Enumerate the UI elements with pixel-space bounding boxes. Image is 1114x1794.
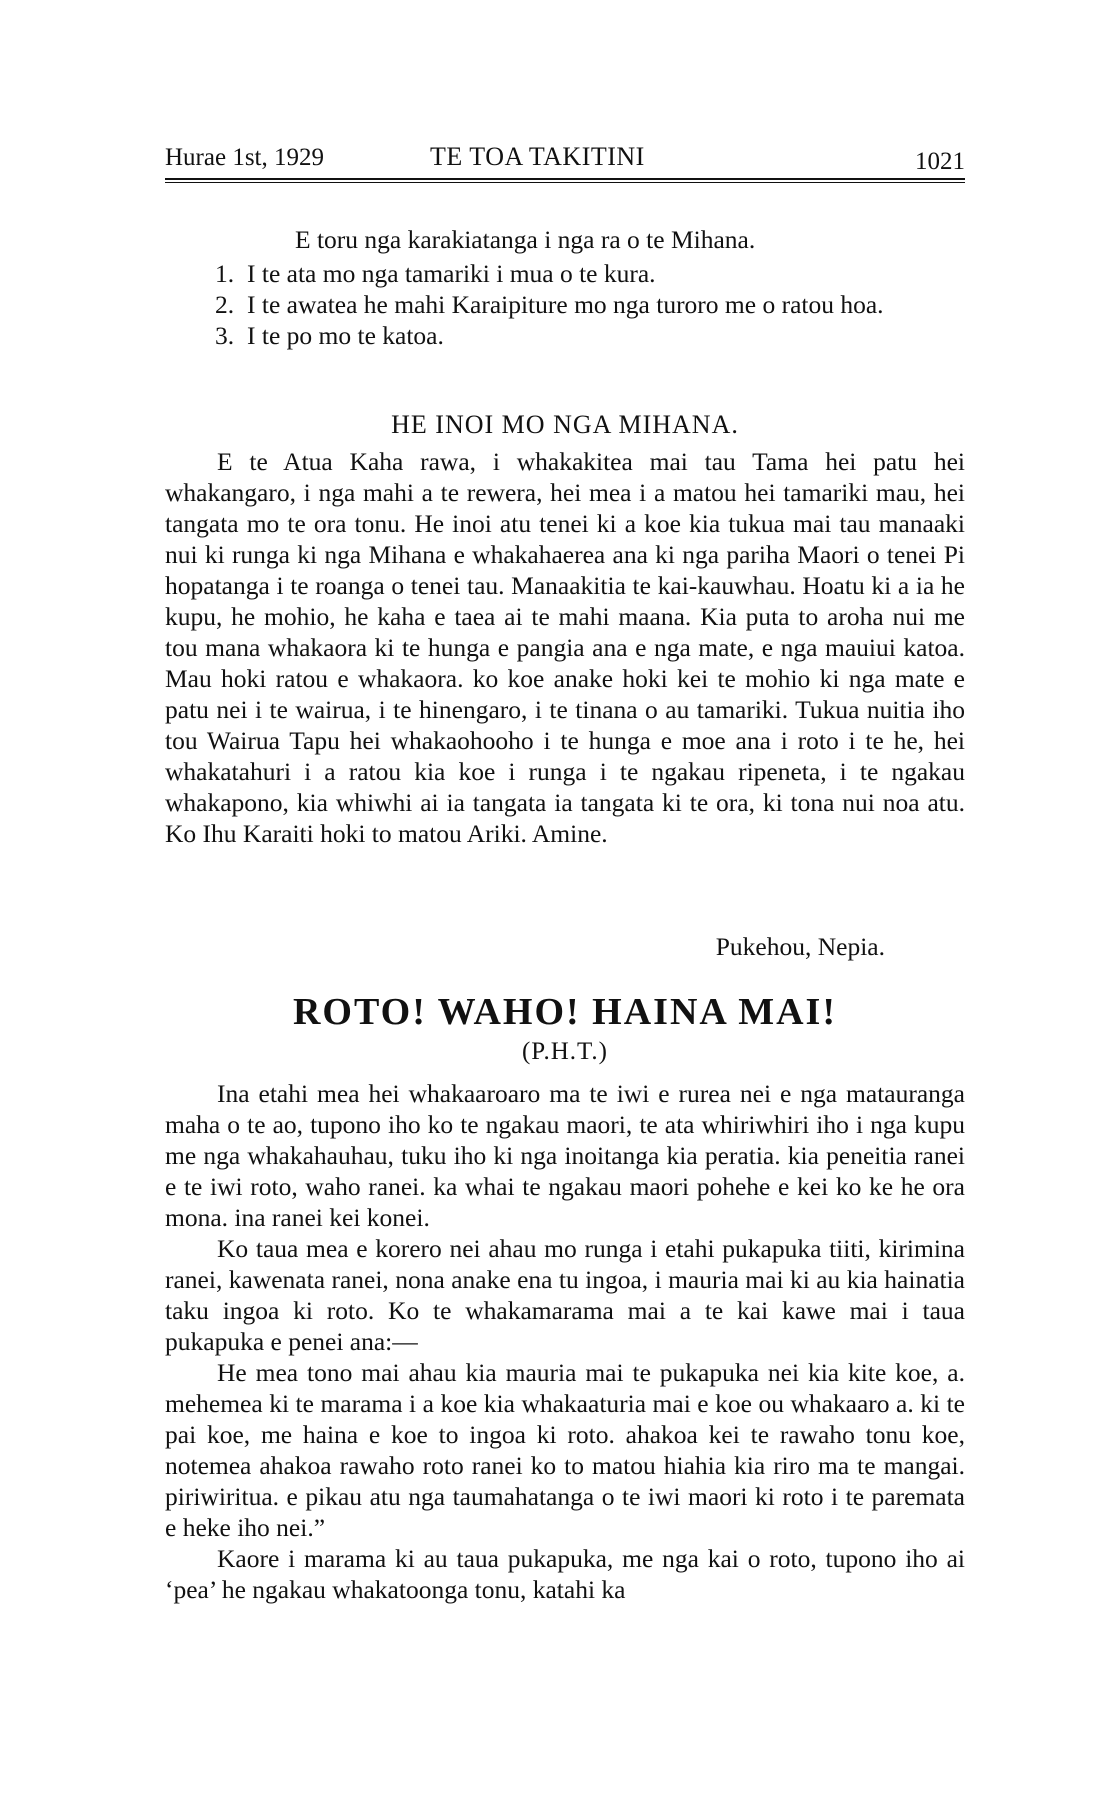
intro-line: E toru nga karakiatanga i nga ra o te Mihana. — [295, 225, 756, 254]
list-text: I te po mo te katoa. — [247, 321, 444, 350]
page-header — [165, 140, 965, 180]
list-text: I te awatea he mahi Karaipiture mo nga turoro me o ratou hoa. — [247, 290, 884, 319]
list-item — [215, 289, 965, 320]
article-paragraph: Kaore i marama ki au taua pukapuka, me nga kai o roto, tupono iho ai ‘pea’ he ngakau whakatoonga tonu, katahi ka — [165, 1544, 965, 1604]
article-paragraph: Ko taua mea e korero nei ahau mo runga i etahi pukapuka tiiti, kirimina ranei, kawenata ranei, nona anake ena tu ingoa, i mauria mai ki au kia hainatia taku ingoa ki roto. Ko te whakamarama mai a te kai kawe mai i taua pukapuka e penei ana:— — [165, 1234, 965, 1356]
prayer-body — [165, 446, 965, 849]
page-number: 1021 — [915, 148, 965, 175]
list-number: 3. — [215, 321, 235, 350]
list-number: 1. — [215, 259, 235, 288]
list-number: 2. — [215, 290, 235, 319]
list-text: I te ata mo nga tamariki i mua o te kura. — [247, 259, 656, 288]
header-rule-thin — [165, 182, 965, 183]
header-title: TE TOA TAKITINI — [430, 142, 645, 171]
prayer-heading: HE INOI MO NGA MIHANA. — [391, 410, 739, 439]
article-title: ROTO! WAHO! HAINA MAI! — [292, 991, 837, 1033]
header-rule — [165, 178, 965, 180]
article-body — [165, 1078, 965, 1605]
list-item — [215, 320, 965, 351]
prayer-paragraph: E te Atua Kaha rawa, i whakakitea mai tau Tama hei patu hei whakangaro, i nga mahi a te rewera, hei mea i a matou hei tamariki mau, hei tangata mo te ora tonu. He inoi atu tenei ki a koe kia tukua mai tau manaaki nui ki runga ki nga Mihana e whakahaerea ana ki nga pariha Maori o tenei Pi hopatanga i te roanga o tenei tau. Manaakitia te kai-kauwhau. Hoatu ki a ia he kupu, he mohio, he kaha e taea ai te mahi maana. Kia puta to aroha nui me tou mana whakaora ki te hunga e pangia ana e nga mate, e nga mauiui katoa. Mau hoki ratou e whakaora. ko koe anake hoki kei te mohio ki nga mate e patu nei i te wairua, i te hinengaro, i te tinana o au tamariki. Tukua nuitia iho tou Wairua Tapu hei whakaohooho i te hunga e moe ana i roto i te he, hei whakatahuri i a ratou kia koe i runga i te ngakau ripeneta, i te ngakau whakapono, kia whiwhi ai ia tangata ia tangata ki te ora, ki tona nui noa atu. Ko Ihu Karaiti hoki to matou Ariki. Amine. — [165, 447, 965, 848]
article-paragraph: Ina etahi mea hei whakaaroaro ma te iwi e rurea nei e nga matauranga maha o te ao, tupono iho ko te ngakau maori, te ata whiriwhiri iho i nga kupu me nga whakahauhau, tuku iho ki nga inoitanga kia peratia. kia peneitia ranei e te iwi roto, waho ranei. ka whai te ngakau maori pohehe e kei ko ke he ora mona. ina ranei kei konei. — [165, 1079, 965, 1232]
list-item — [215, 258, 965, 289]
article-paragraph: He mea tono mai ahau kia mauria mai te pukapuka nei kia kite koe, a. mehemea ki te marama i a koe kia whakaaturia mai e koe ou whakaaro a. ki te pai koe, me haina e koe to ingoa ki roto. ahakoa kei te rawaho tonu koe, notemea ahakoa rawaho roto ranei ko to matou hiahia kia riro ma te mangai. piriwiritua. e pikau atu nga taumahatanga o te iwi maori ki roto i te paremata e heke iho nei.” — [165, 1358, 965, 1542]
article-byline: (P.H.T.) — [521, 1038, 608, 1065]
prayer-signature: Pukehou, Nepia. — [715, 932, 885, 961]
header-date: Hurae 1st, 1929 — [165, 144, 324, 171]
service-list — [215, 258, 965, 351]
